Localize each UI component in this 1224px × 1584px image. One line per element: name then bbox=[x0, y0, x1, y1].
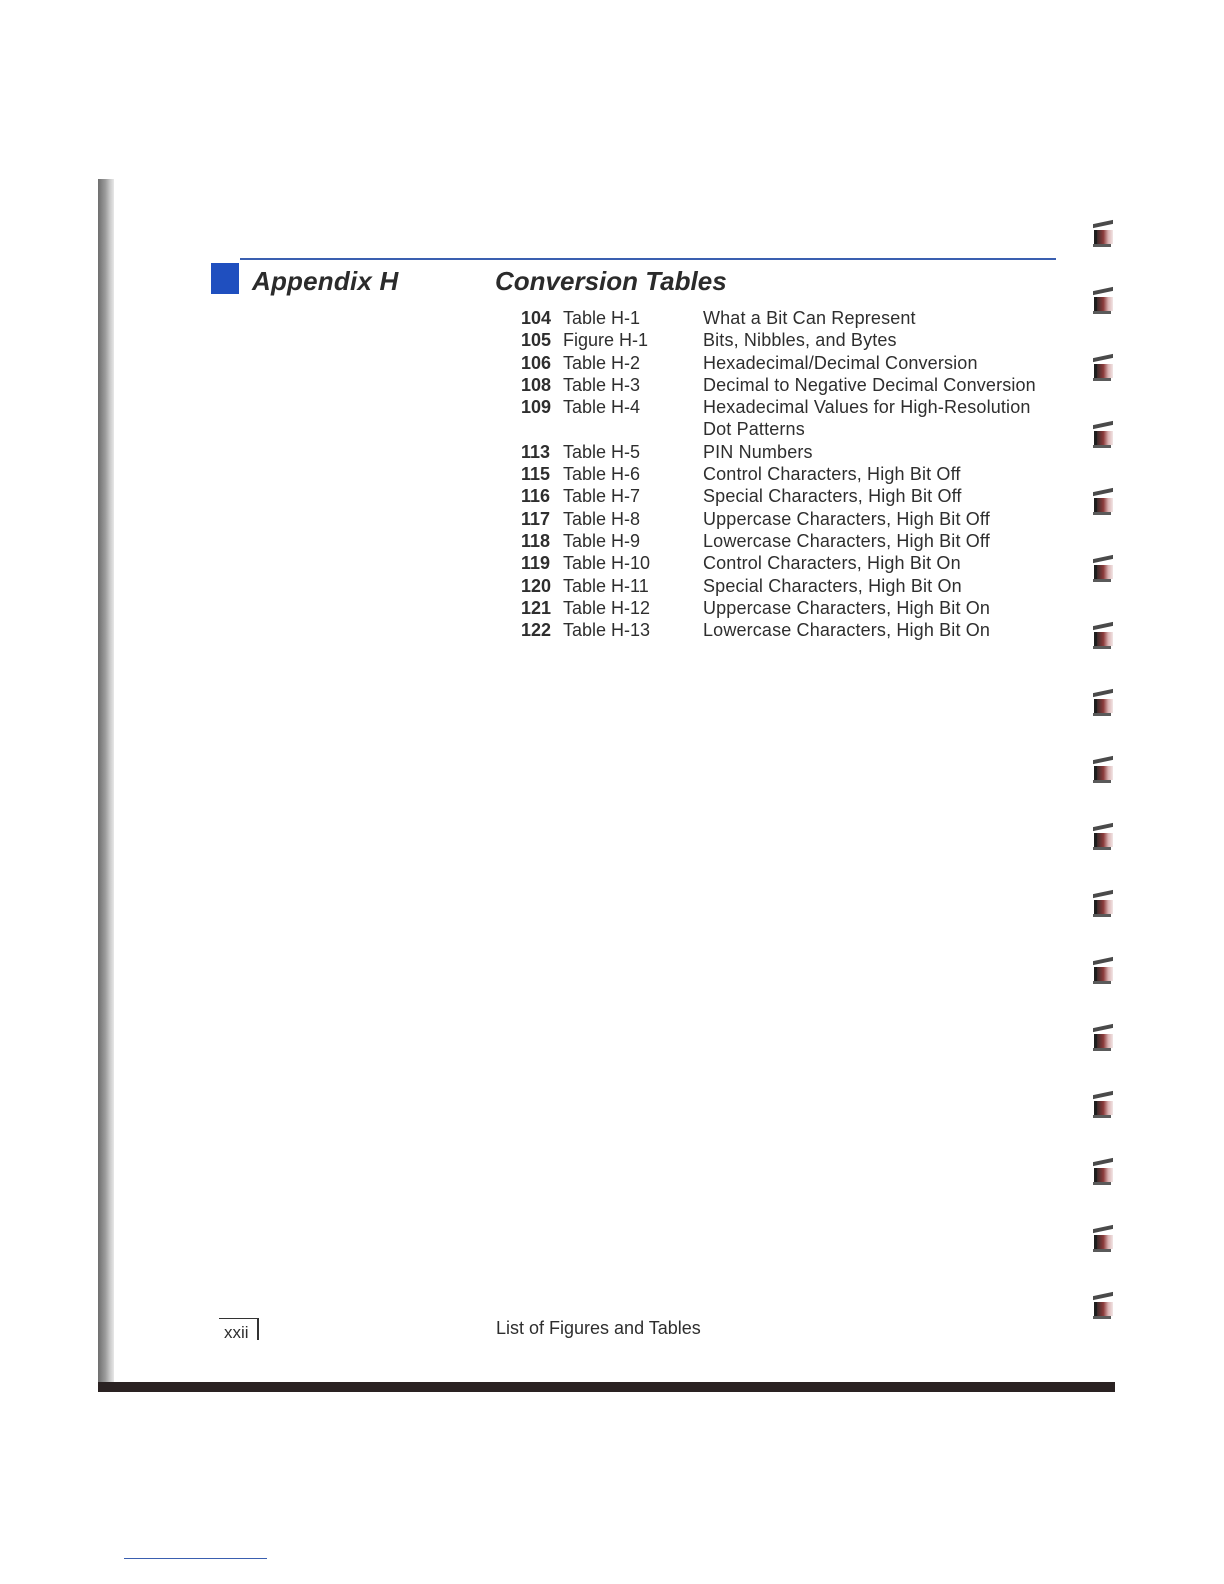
toc-entry[interactable] bbox=[521, 352, 1066, 374]
binding-ring bbox=[1090, 421, 1114, 451]
toc-entry-list bbox=[521, 307, 1066, 641]
binding-ring bbox=[1090, 555, 1114, 585]
section-marker-square bbox=[211, 263, 239, 294]
entry-page-number: 106 bbox=[521, 352, 552, 373]
page-bottom-edge bbox=[98, 1382, 1115, 1392]
binding-ring bbox=[1090, 220, 1114, 250]
toc-entry[interactable] bbox=[521, 508, 1066, 530]
footer-running-title: List of Figures and Tables bbox=[496, 1318, 701, 1338]
entry-page-number: 105 bbox=[521, 330, 552, 351]
entry-title: Uppercase Characters, High Bit Off bbox=[703, 508, 990, 529]
toc-entry[interactable] bbox=[521, 441, 1066, 463]
entry-title: Bits, Nibbles, and Bytes bbox=[703, 330, 897, 351]
binding-ring bbox=[1090, 1158, 1114, 1188]
entry-page-number: 116 bbox=[521, 486, 551, 507]
toc-entry[interactable] bbox=[521, 575, 1066, 597]
header-rule bbox=[240, 258, 1056, 260]
section-title: Conversion Tables bbox=[495, 266, 727, 296]
entry-title: Control Characters, High Bit Off bbox=[703, 464, 961, 485]
binding-ring bbox=[1090, 287, 1114, 317]
binding-ring bbox=[1090, 1091, 1114, 1121]
entry-title: Decimal to Negative Decimal Conversion bbox=[703, 374, 1036, 395]
entry-page-number: 120 bbox=[521, 575, 552, 596]
entry-page-number: 113 bbox=[521, 441, 551, 462]
entry-reference: Table H-7 bbox=[563, 486, 641, 507]
entry-page-number: 109 bbox=[521, 397, 552, 418]
entry-reference: Table H-2 bbox=[563, 352, 641, 373]
entry-page-number: 122 bbox=[521, 620, 552, 641]
binding-ring bbox=[1090, 622, 1114, 652]
entry-title: Uppercase Characters, High Bit On bbox=[703, 597, 991, 618]
entry-reference: Table H-10 bbox=[563, 553, 651, 574]
binding-ring bbox=[1090, 890, 1114, 920]
toc-entry[interactable] bbox=[521, 374, 1066, 396]
entry-reference: Table H-13 bbox=[563, 620, 651, 641]
entry-reference: Table H-11 bbox=[563, 575, 649, 596]
entry-reference: Table H-6 bbox=[563, 464, 641, 485]
entry-title: What a Bit Can Represent bbox=[703, 308, 916, 328]
entry-title: Special Characters, High Bit Off bbox=[703, 486, 962, 507]
toc-entry[interactable] bbox=[521, 307, 1066, 329]
entry-title: Lowercase Characters, High Bit On bbox=[703, 620, 991, 641]
entry-title: PIN Numbers bbox=[703, 441, 813, 462]
toc-entry[interactable] bbox=[521, 485, 1066, 507]
entry-reference: Table H-9 bbox=[563, 530, 641, 551]
entry-page-number: 108 bbox=[521, 374, 552, 395]
entry-title-line1: Hexadecimal Values for High-Resolution bbox=[703, 397, 1031, 418]
binding-ring bbox=[1090, 1024, 1114, 1054]
entry-title: Special Characters, High Bit On bbox=[703, 575, 962, 596]
entry-page-number: 121 bbox=[521, 597, 552, 618]
entry-title-line2: Dot Patterns bbox=[703, 419, 805, 440]
entry-title: Lowercase Characters, High Bit Off bbox=[703, 530, 990, 551]
entry-reference: Table H-3 bbox=[563, 374, 641, 395]
binding-ring bbox=[1090, 354, 1114, 384]
toc-entry[interactable] bbox=[521, 619, 1066, 641]
footer-underline bbox=[124, 1558, 267, 1559]
binding-ring bbox=[1090, 957, 1114, 987]
toc-entry[interactable] bbox=[521, 597, 1066, 619]
toc-entry[interactable] bbox=[521, 329, 1066, 351]
toc-entry[interactable] bbox=[521, 463, 1066, 485]
binding-ring bbox=[1090, 756, 1114, 786]
entry-reference: Table H-4 bbox=[563, 397, 641, 418]
entry-reference: Table H-1 bbox=[563, 308, 641, 328]
spiral-binding bbox=[1090, 215, 1120, 1335]
appendix-label: Appendix H bbox=[252, 266, 399, 296]
entry-reference: Figure H-1 bbox=[563, 330, 649, 351]
book-spine-shadow bbox=[98, 179, 114, 1391]
footer-page-number: xxii bbox=[219, 1318, 259, 1340]
binding-ring bbox=[1090, 689, 1114, 719]
binding-ring bbox=[1090, 1292, 1114, 1322]
entry-title: Control Characters, High Bit On bbox=[703, 553, 961, 574]
entry-page-number: 119 bbox=[521, 553, 551, 574]
entry-page-number: 115 bbox=[521, 464, 551, 485]
entry-page-number: 104 bbox=[521, 308, 552, 328]
entry-page-number: 117 bbox=[521, 508, 551, 529]
binding-ring bbox=[1090, 488, 1114, 518]
entry-title bbox=[703, 396, 1073, 440]
toc-entry[interactable] bbox=[521, 552, 1066, 574]
binding-ring bbox=[1090, 823, 1114, 853]
entry-title: Hexadecimal/Decimal Conversion bbox=[703, 352, 978, 373]
entry-reference: Table H-5 bbox=[563, 441, 641, 462]
entry-reference: Table H-12 bbox=[563, 597, 651, 618]
binding-ring bbox=[1090, 1225, 1114, 1255]
entry-reference: Table H-8 bbox=[563, 508, 641, 529]
toc-entry[interactable] bbox=[521, 530, 1066, 552]
toc-entry[interactable] bbox=[521, 396, 1066, 441]
entry-page-number: 118 bbox=[521, 530, 551, 551]
